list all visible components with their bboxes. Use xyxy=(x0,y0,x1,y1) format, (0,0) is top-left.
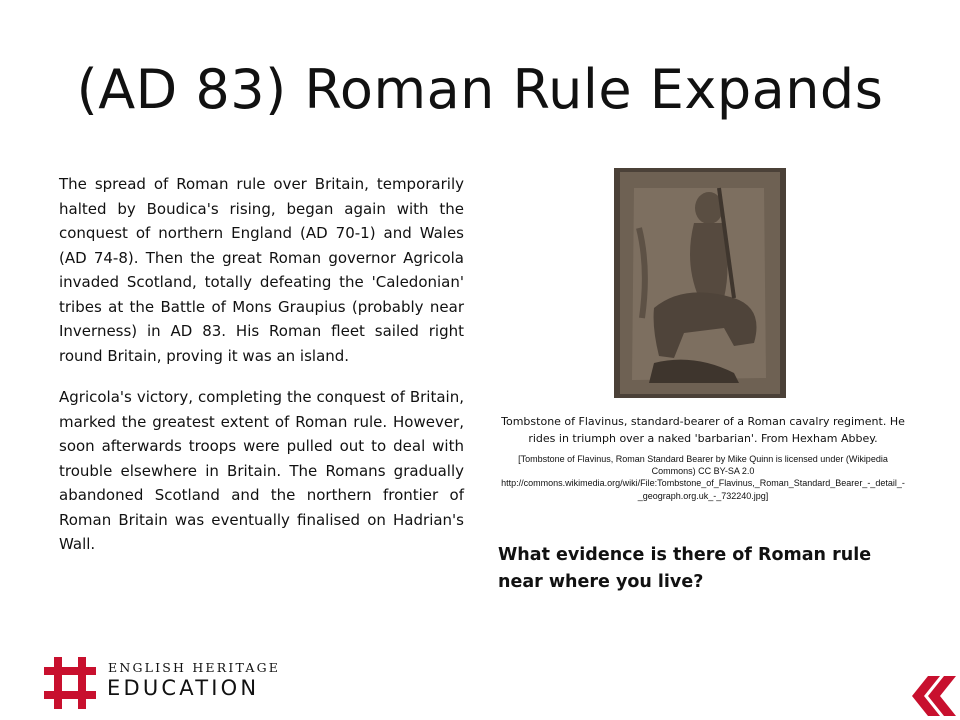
double-chevron-left-icon xyxy=(910,676,958,716)
slide-title: (AD 83) Roman Rule Expands xyxy=(76,58,884,121)
tombstone-photo xyxy=(614,168,786,398)
tombstone-relief-image xyxy=(614,168,786,398)
org-name: ENGLISH HERITAGE xyxy=(108,660,281,675)
body-text xyxy=(59,172,464,574)
back-button[interactable] xyxy=(910,676,958,720)
image-credit: [Tombstone of Flavinus, Roman Standard Bearer by Mike Quinn is licensed under (Wikipedia Commons) CC BY-SA 2.0 http://commons.wikimedia.org/wiki/File:Tombstone_of_Flavinus,_Roman_Standard_Bearer_-_detail_-_geograph.org.uk_-_732240.jpg] xyxy=(501,454,905,501)
division-name: EDUCATION xyxy=(107,676,260,700)
english-heritage-logo-icon xyxy=(44,657,96,713)
paragraph-2: Agricola's victory, completing the conquest of Britain, marked the greatest extent of Roman rule. However, soon afterwards troops were pulled out to deal with trouble elsewhere in Britain. The Romans gradually abandoned Scotland and the northern frontier of Roman Britain was eventually finalised on Hadrian's Wall. xyxy=(59,388,464,553)
paragraph-1: The spread of Roman rule over Britain, temporarily halted by Boudica's rising, began again with the conquest of northern England (AD 70-1) and Wales (AD 74-8). Then the great Roman governor Agricola invaded Scotland, totally defeating the 'Caledonian' tribes at the Battle of Mons Graupius (probably near Inverness) in AD 83. His Roman fleet sailed right round Britain, proving it was an island. xyxy=(59,175,464,365)
discussion-question: What evidence is there of Roman rule near where you live? xyxy=(498,545,872,592)
image-caption: Tombstone of Flavinus, standard-bearer of a Roman cavalry regiment. He rides in triumph over a naked 'barbarian'. From Hexham Abbey. xyxy=(501,415,905,445)
